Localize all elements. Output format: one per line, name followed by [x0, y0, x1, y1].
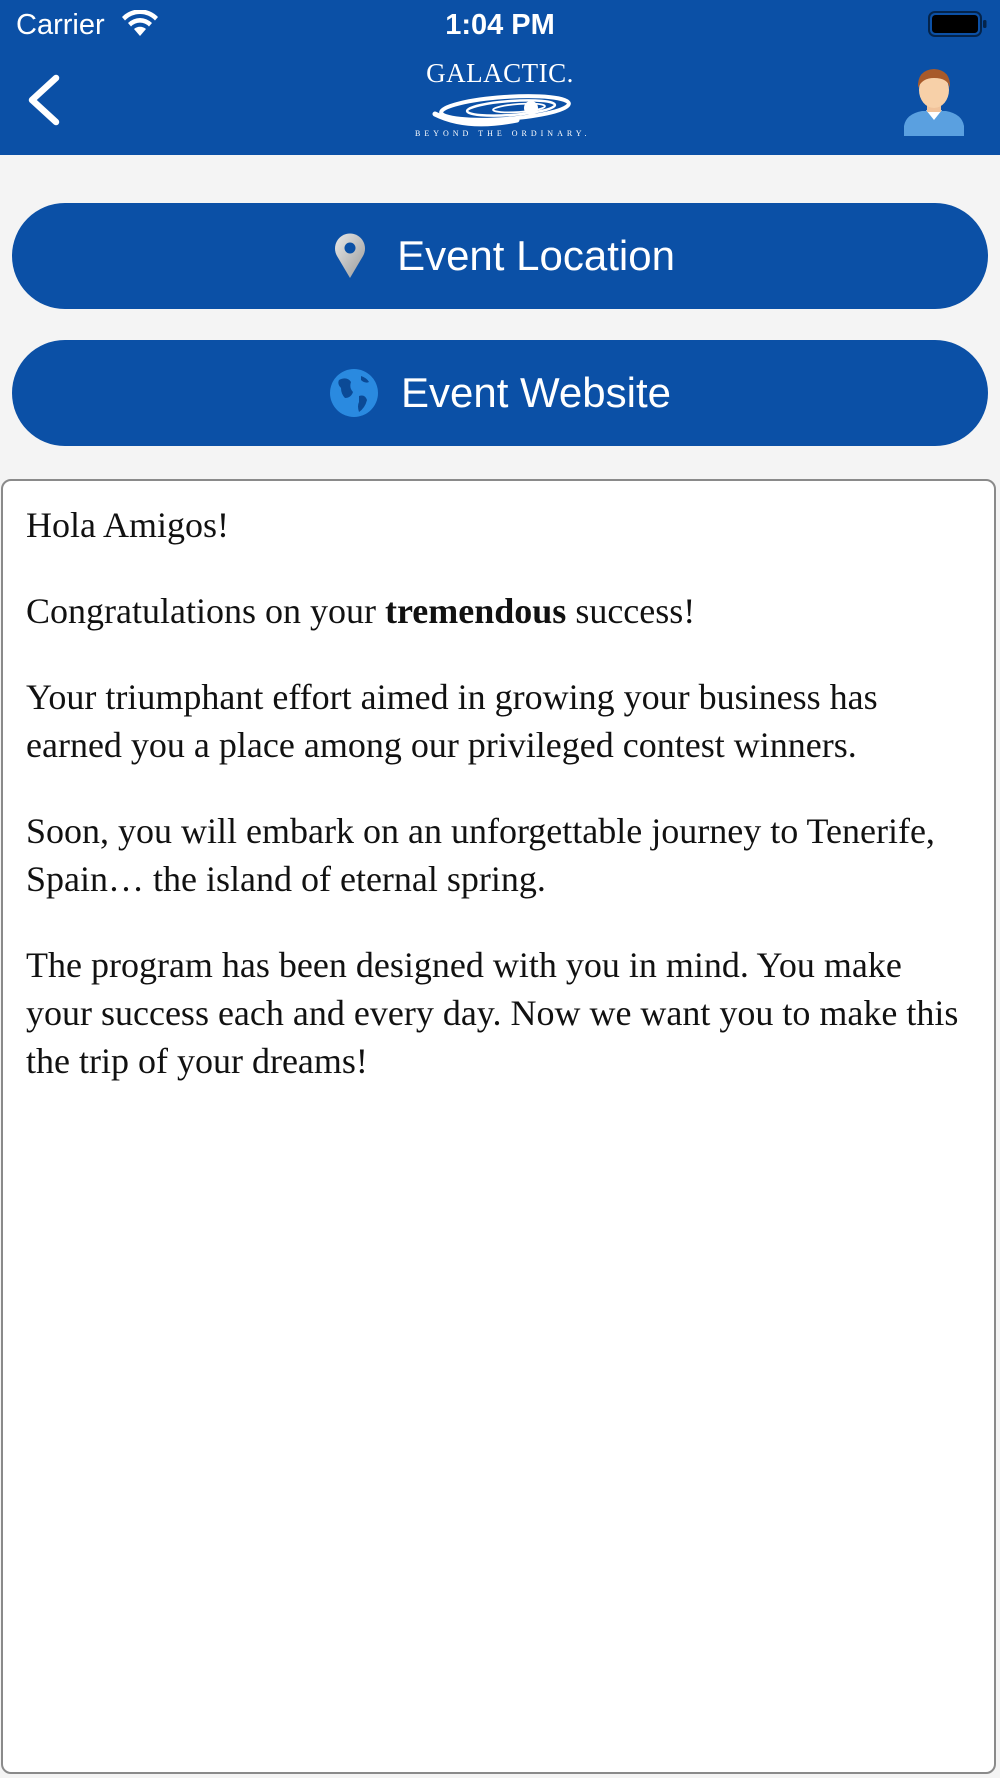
map-pin-icon [325, 231, 375, 281]
globe-icon [329, 368, 379, 418]
chevron-left-icon [20, 66, 70, 132]
event-description-text [26, 501, 976, 1123]
status-time: 1:04 PM [445, 9, 555, 41]
greeting: Hola Amigos! [26, 505, 229, 545]
congrats-emphasis: tremendous [384, 591, 567, 631]
event-website-button[interactable] [12, 340, 988, 446]
status-bar [0, 0, 1000, 50]
galactic-logo [415, 58, 591, 140]
back-button[interactable] [20, 66, 70, 132]
congratulations-line [26, 587, 976, 635]
logo-tagline: BEYOND THE ORDINARY. [415, 129, 591, 138]
paragraph-program: The program has been designed with you in mind. You make your success each and every day. Now we want you to make this the trip of your dreams! [26, 945, 959, 1081]
carrier-label: Carrier [16, 9, 105, 41]
paragraph-achievement: Your triumphant effort aimed in growing your business has earned you a place among our privileged contest winners. [26, 677, 878, 765]
congrats-text-start: Congratulations on your [26, 591, 385, 631]
logo-swirl-icon [427, 88, 575, 128]
event-location-label: Event Location [397, 232, 675, 279]
logo-wordmark: GALACTIC. [426, 58, 574, 88]
paragraph-journey: Soon, you will embark on an unforgettable journey to Tenerife, Spain… the island of eternal spring. [26, 811, 935, 899]
battery-full-icon [928, 10, 988, 38]
user-avatar-icon [900, 64, 968, 136]
app-header [0, 0, 1000, 155]
event-location-button[interactable] [12, 203, 988, 309]
event-website-label: Event Website [400, 369, 672, 416]
user-avatar-button[interactable] [900, 64, 968, 136]
congrats-text-end: success! [566, 591, 696, 631]
event-description-panel[interactable] [1, 479, 996, 1774]
